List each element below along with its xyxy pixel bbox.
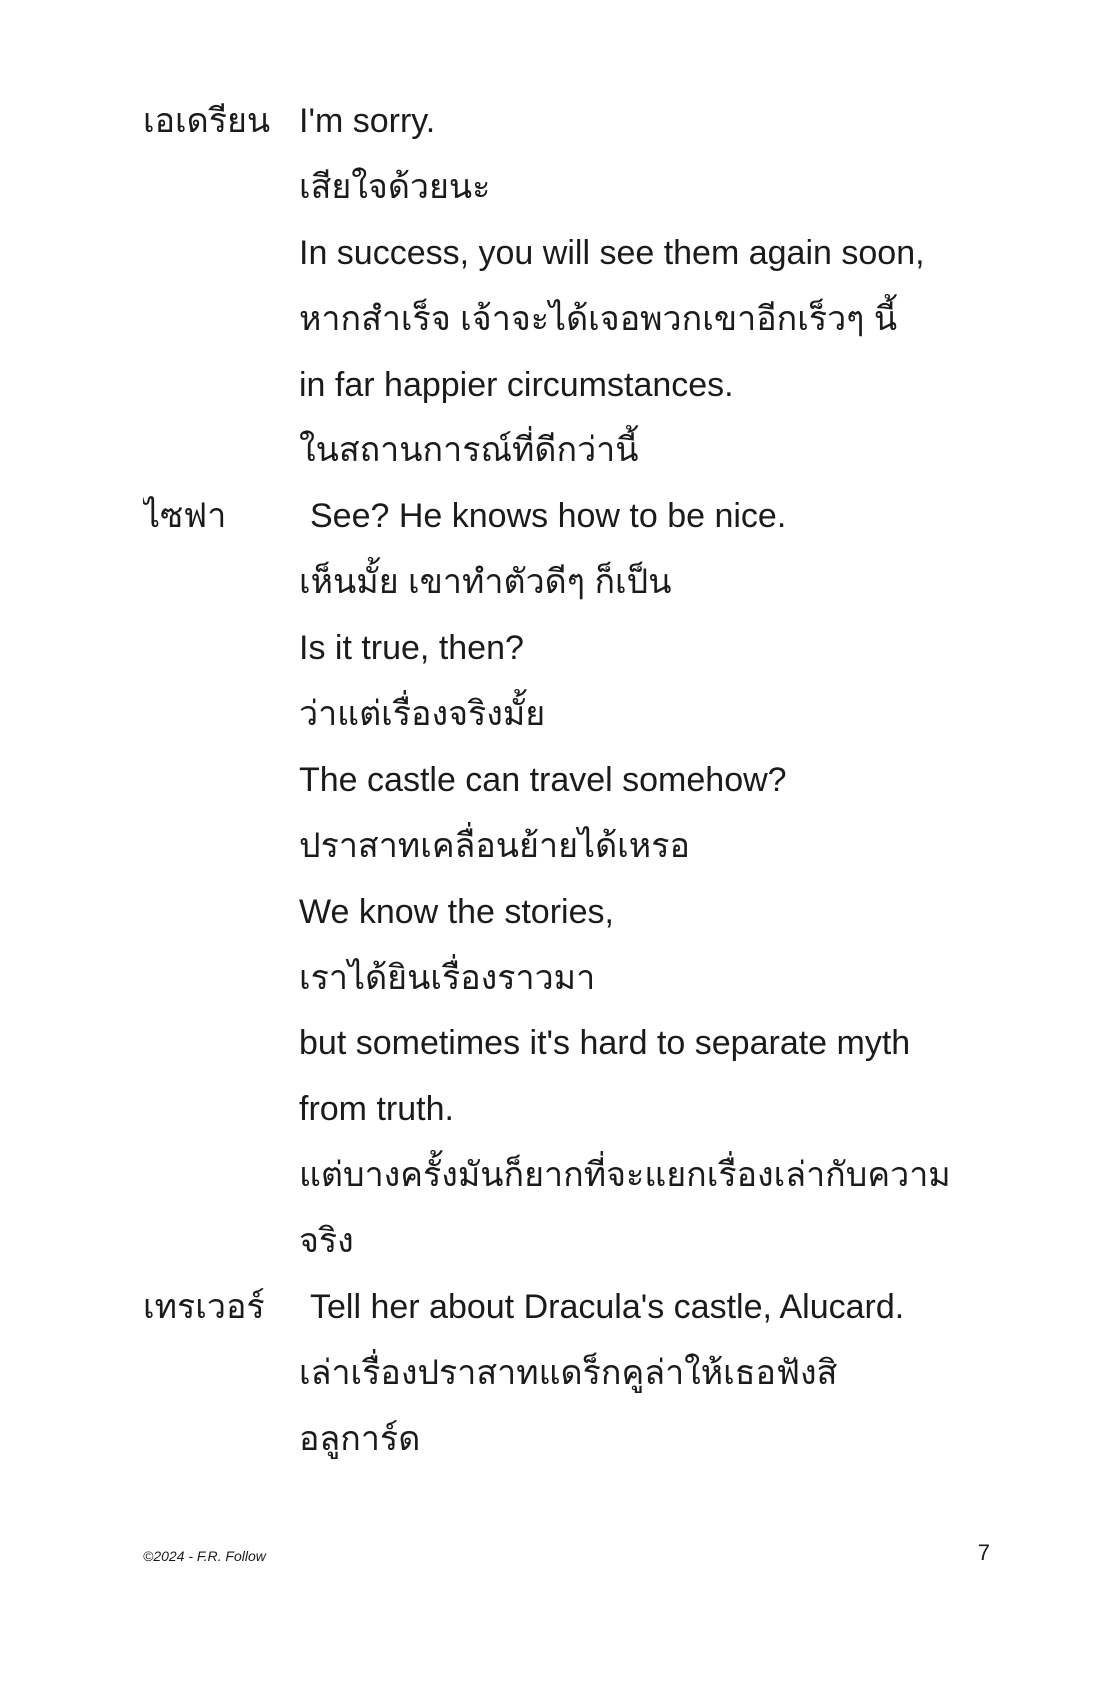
dialogue-line: เสียใจด้วยนะ	[299, 167, 491, 206]
dialogue-line: จริง	[299, 1222, 354, 1261]
dialogue-line: อลูการ์ด	[299, 1419, 421, 1458]
script-body	[143, 89, 1060, 1473]
dialogue-lines	[299, 89, 1060, 484]
dialogue-line: Is it true, then?	[299, 629, 524, 668]
dialogue-line: หากสำเร็จ เจ้าจะได้เจอพวกเขาอีกเร็วๆ นี้	[299, 299, 898, 338]
dialogue-line: Tell her about Dracula's castle, Alucard.	[310, 1288, 905, 1327]
dialogue-lines	[299, 1275, 1060, 1473]
dialogue-block	[143, 89, 1060, 484]
speaker-name: เทรเวอร์	[143, 1288, 265, 1327]
dialogue-line: See? He knows how to be nice.	[310, 497, 787, 536]
dialogue-line: The castle can travel somehow?	[299, 760, 787, 799]
speaker-name: เอเดรียน	[143, 102, 271, 140]
dialogue-block	[143, 484, 1060, 1275]
dialogue-lines	[299, 484, 1060, 1275]
dialogue-line: in far happier circumstances.	[299, 365, 734, 404]
dialogue-line: เล่าเรื่องปราสาทแดร็กคูล่าให้เธอฟังสิ	[299, 1353, 838, 1392]
dialogue-line: ปราสาทเคลื่อนย้ายได้เหรอ	[299, 826, 690, 865]
dialogue-line: เห็นมั้ย เขาทำตัวดีๆ ก็เป็น	[299, 563, 672, 602]
dialogue-line: from truth.	[299, 1090, 454, 1129]
dialogue-line: I'm sorry.	[299, 102, 436, 140]
dialogue-line: but sometimes it's hard to separate myth	[299, 1024, 911, 1063]
dialogue-line: We know the stories,	[299, 892, 614, 931]
dialogue-line: เราได้ยินเรื่องราวมา	[299, 958, 596, 997]
dialogue-line: แต่บางครั้งมันก็ยากที่จะแยกเรื่องเล่ากับความ	[299, 1156, 951, 1195]
dialogue-block	[143, 1275, 1060, 1473]
dialogue-line: ว่าแต่เรื่องจริงมั้ย	[299, 695, 546, 734]
dialogue-line: ในสถานการณ์ที่ดีกว่านี้	[299, 431, 639, 470]
page-number: 7	[977, 1540, 990, 1565]
copyright-notice: ©2024 - F.R. Follow	[143, 1548, 266, 1564]
speaker-name: ไซฟา	[143, 497, 227, 536]
dialogue-line: In success, you will see them again soon,	[299, 233, 925, 272]
